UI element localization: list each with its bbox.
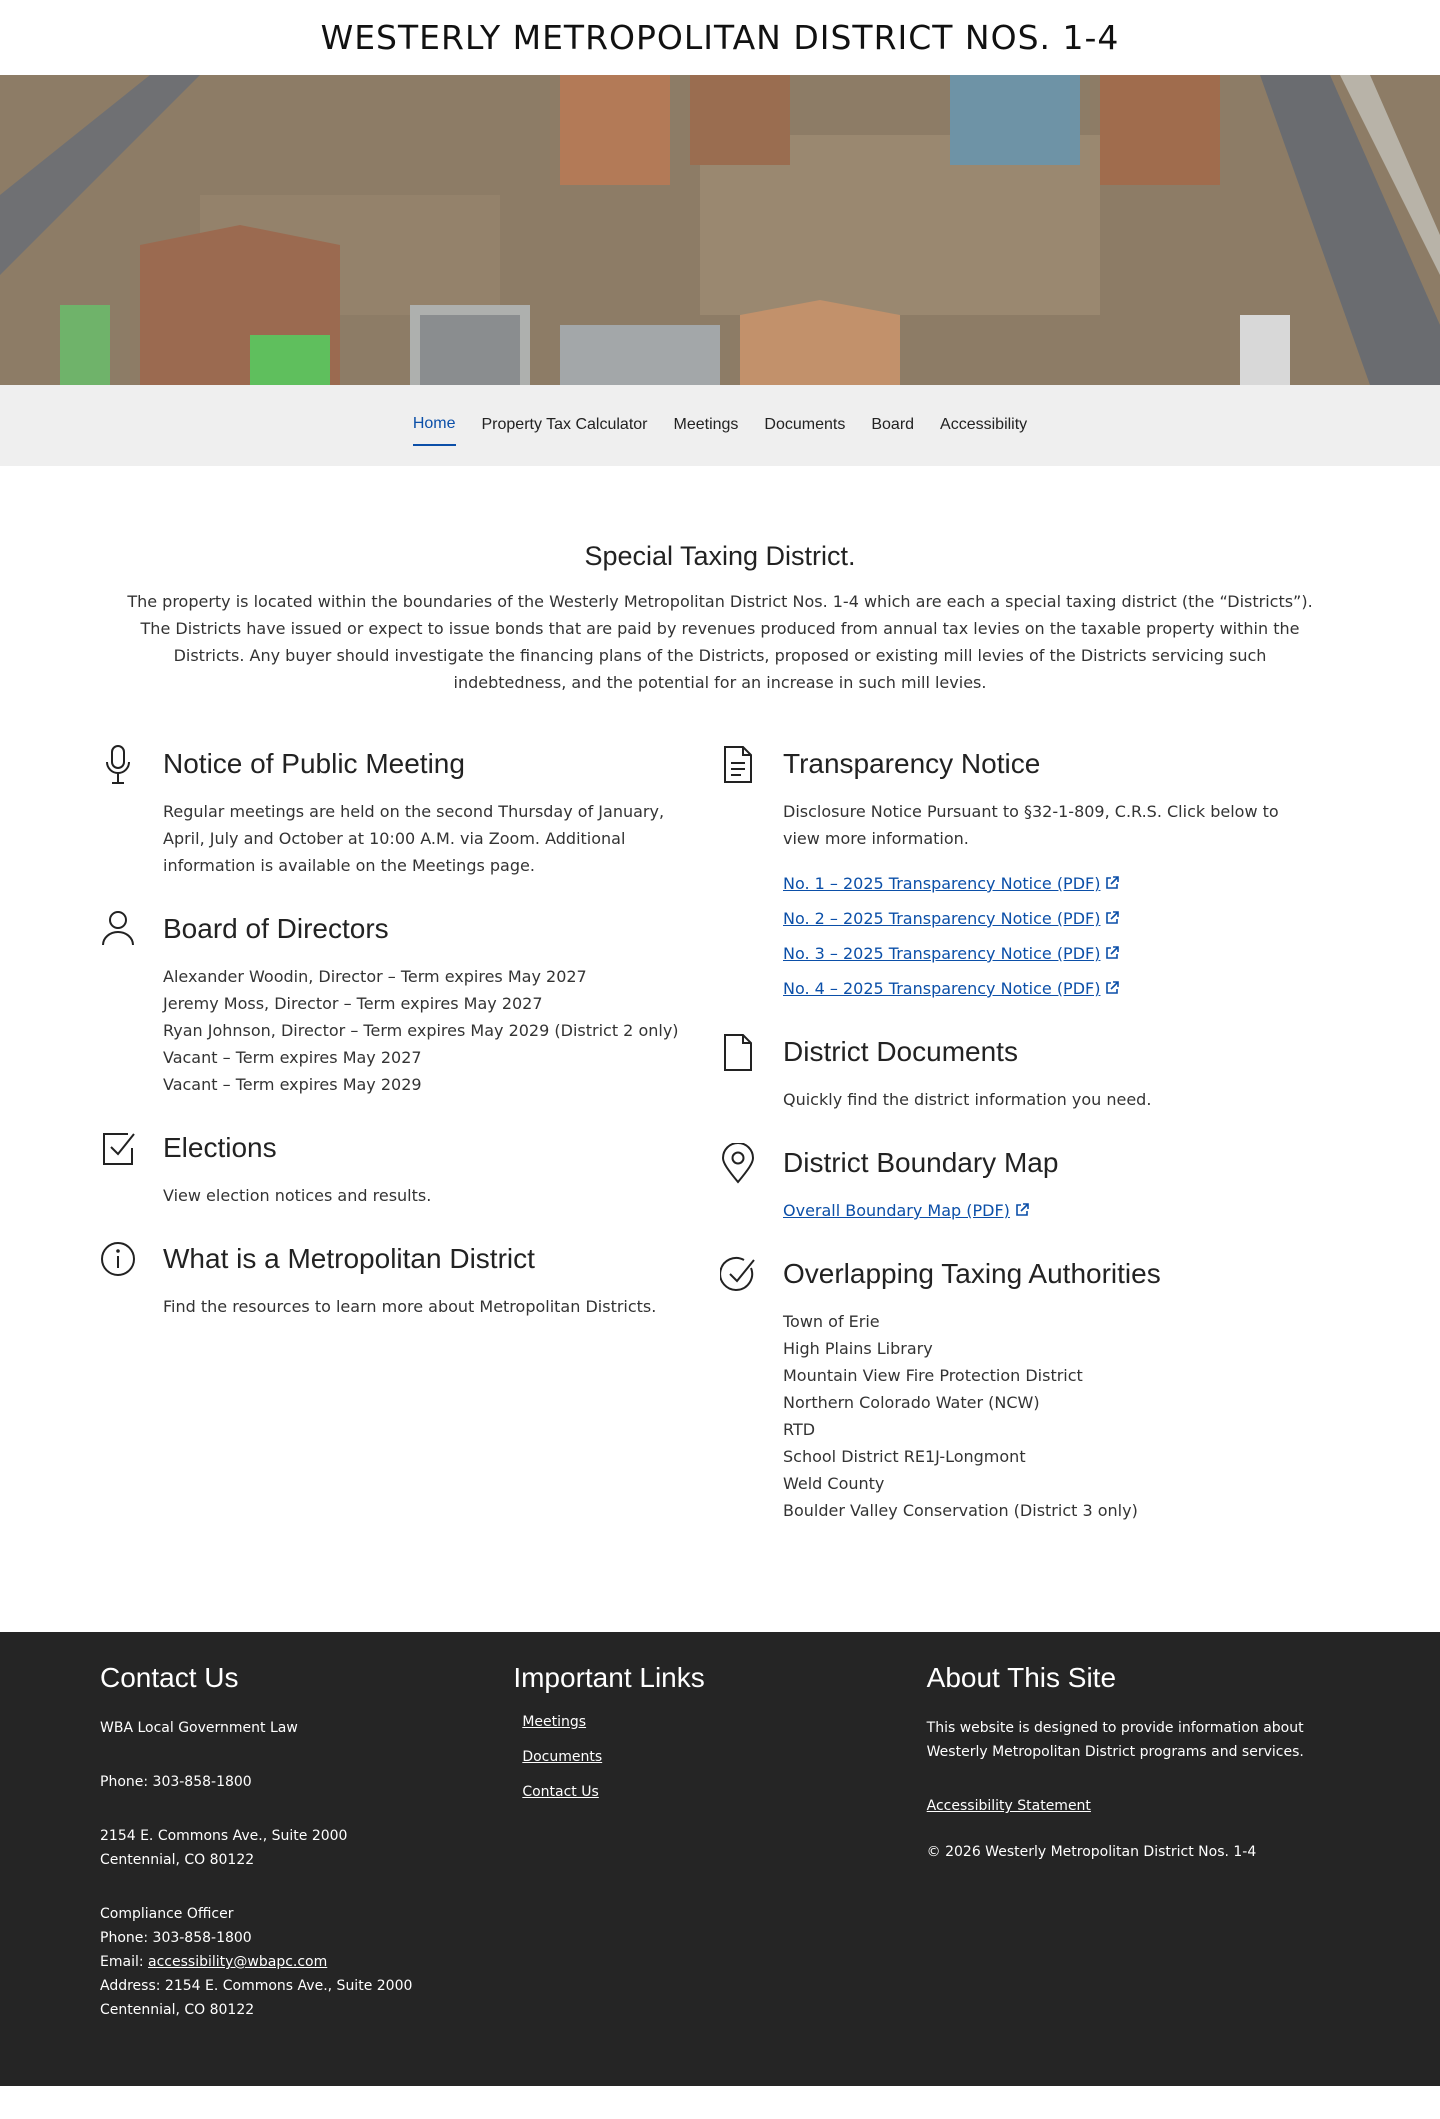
nav-home[interactable]: Home (413, 405, 456, 446)
elections (100, 1128, 680, 1209)
nav-documents[interactable]: Documents (764, 416, 846, 433)
nav-property-tax-calculator[interactable]: Property Tax Calculator (481, 416, 648, 433)
footer-link-meetings[interactable]: Meetings (522, 1714, 587, 1730)
board-member: Ryan Johnson, Director – Term expires May 2029 (District 2 only) (163, 1021, 679, 1040)
overlapping-taxing-authorities (720, 1254, 1300, 1524)
meeting-body: Regular meetings are held on the second Thursday of January, April, July and October at 10:00 A.M. via Zoom. Additional information is available on the Meetings page. (163, 802, 665, 875)
footer-link-documents[interactable]: Documents (522, 1749, 603, 1765)
document-icon (720, 744, 756, 786)
transparency-body: Disclosure Notice Pursuant to §32-1-809, C.R.S. Click below to view more information. (783, 802, 1279, 848)
checkbox-icon (100, 1128, 136, 1170)
what-is-metro-district (100, 1239, 680, 1320)
nav-accessibility[interactable]: Accessibility (940, 416, 1028, 433)
construction-aerial-image (0, 75, 1440, 385)
check-circle-icon (720, 1254, 756, 1296)
transparency-links (783, 870, 1300, 1002)
boundary-map-link[interactable]: Overall Boundary Map (PDF) (783, 1201, 1029, 1220)
map-title: District Boundary Map (783, 1147, 1059, 1178)
external-link-icon (1105, 946, 1119, 960)
district-documents (720, 1032, 1300, 1113)
nav-board[interactable]: Board (871, 416, 915, 433)
external-link-icon (1015, 1203, 1029, 1217)
elections-body: View election notices and results. (163, 1186, 432, 1205)
footer-contact-title: Contact Us (100, 1662, 239, 1693)
compliance-address-line1: Address: 2154 E. Commons Ave., Suite 2000 (100, 1978, 413, 1994)
transparency-notice (720, 744, 1300, 1002)
intro-section (0, 466, 1440, 696)
compliance-phone: Phone: 303-858-1800 (100, 1930, 252, 1946)
documents-body: Quickly find the district information you need. (783, 1090, 1152, 1109)
compliance-email-line: Email: accessibility@wbapc.com (100, 1954, 328, 1970)
board-title: Board of Directors (163, 913, 389, 944)
accessibility-statement-link[interactable]: Accessibility Statement (926, 1798, 1091, 1814)
external-link-icon (1105, 981, 1119, 995)
external-link-icon (1105, 911, 1119, 925)
footer-links (513, 1662, 926, 2046)
footer-about (927, 1662, 1340, 2046)
site-footer (0, 1632, 1440, 2086)
microphone-icon (100, 744, 136, 786)
compliance-email-link[interactable]: accessibility@wbapc.com (148, 1954, 328, 1970)
footer-links-title: Important Links (513, 1662, 705, 1693)
nav-meetings[interactable]: Meetings (673, 416, 739, 433)
authority-item: Boulder Valley Conservation (District 3 only) (783, 1501, 1138, 1520)
compliance-address-line2: Centennial, CO 80122 (100, 2002, 255, 2018)
main-nav (0, 385, 1440, 466)
metro-title: What is a Metropolitan District (163, 1243, 535, 1274)
transparency-link-2[interactable]: No. 2 – 2025 Transparency Notice (PDF) (783, 909, 1119, 928)
overlapping-title: Overlapping Taxing Authorities (783, 1258, 1161, 1289)
metro-body: Find the resources to learn more about Metropolitan Districts. (163, 1297, 657, 1316)
authority-item: Mountain View Fire Protection District (783, 1366, 1083, 1385)
notice-of-public-meeting (100, 744, 680, 879)
person-icon (100, 909, 136, 951)
transparency-link-3[interactable]: No. 3 – 2025 Transparency Notice (PDF) (783, 944, 1119, 963)
authority-item: RTD (783, 1420, 816, 1439)
left-column (100, 744, 680, 1554)
footer-links-list (513, 1708, 926, 1805)
transparency-link-1[interactable]: No. 1 – 2025 Transparency Notice (PDF) (783, 874, 1119, 893)
transparency-title: Transparency Notice (783, 748, 1041, 779)
board-member: Vacant – Term expires May 2027 (163, 1048, 422, 1067)
external-link-icon (1105, 876, 1119, 890)
meeting-title: Notice of Public Meeting (163, 748, 465, 779)
transparency-link-4[interactable]: No. 4 – 2025 Transparency Notice (PDF) (783, 979, 1119, 998)
hero-image (0, 75, 1440, 385)
board-member: Jeremy Moss, Director – Term expires May 2027 (163, 994, 543, 1013)
footer-about-title: About This Site (926, 1662, 1117, 1693)
info-icon (100, 1239, 136, 1281)
footer-link-contact-us[interactable]: Contact Us (522, 1784, 599, 1800)
contact-address-line1: 2154 E. Commons Ave., Suite 2000 (100, 1828, 348, 1844)
board-of-directors (100, 909, 680, 1098)
overlapping-list (783, 1308, 1300, 1524)
content-columns (0, 696, 1440, 1554)
district-boundary-map (720, 1143, 1300, 1224)
authority-item: Weld County (783, 1474, 885, 1493)
contact-address-line2: Centennial, CO 80122 (100, 1852, 255, 1868)
documents-title: District Documents (783, 1036, 1018, 1067)
contact-firm: WBA Local Government Law (100, 1720, 298, 1736)
authority-item: High Plains Library (783, 1339, 933, 1358)
intro-title: Special Taxing District. (584, 541, 856, 571)
site-title: WESTERLY METROPOLITAN DISTRICT NOS. 1-4 (320, 18, 1120, 57)
site-header (0, 0, 1440, 75)
intro-body: The property is located within the boundaries of the Westerly Metropolitan District Nos. 1-4 which are each a special taxing district (the “Districts”). The Districts have issued or expect to issue bonds that are paid by revenues produced from annual tax levies on the taxable property within the Districts. Any buyer should investigate the financing plans of the Districts, proposed or existing mill levies of the Districts servicing such indebtedness, and the potential for an increase in such mill levies. (127, 592, 1313, 692)
about-body: This website is designed to provide information about Westerly Metropolitan District programs and services. (926, 1720, 1304, 1760)
authority-item: Northern Colorado Water (NCW) (783, 1393, 1040, 1412)
copyright: © 2026 Westerly Metropolitan District Nos. 1-4 (926, 1844, 1257, 1860)
elections-title: Elections (163, 1132, 277, 1163)
authority-item: Town of Erie (783, 1312, 880, 1331)
board-list (163, 963, 680, 1098)
contact-phone: Phone: 303-858-1800 (100, 1774, 252, 1790)
board-member: Alexander Woodin, Director – Term expires May 2027 (163, 967, 587, 986)
board-member: Vacant – Term expires May 2029 (163, 1075, 422, 1094)
authority-item: School District RE1J-Longmont (783, 1447, 1026, 1466)
map-pin-icon (720, 1143, 756, 1185)
footer-contact (100, 1662, 513, 2046)
compliance-officer: Compliance Officer (100, 1906, 234, 1922)
file-icon (720, 1032, 756, 1074)
right-column (720, 744, 1300, 1554)
